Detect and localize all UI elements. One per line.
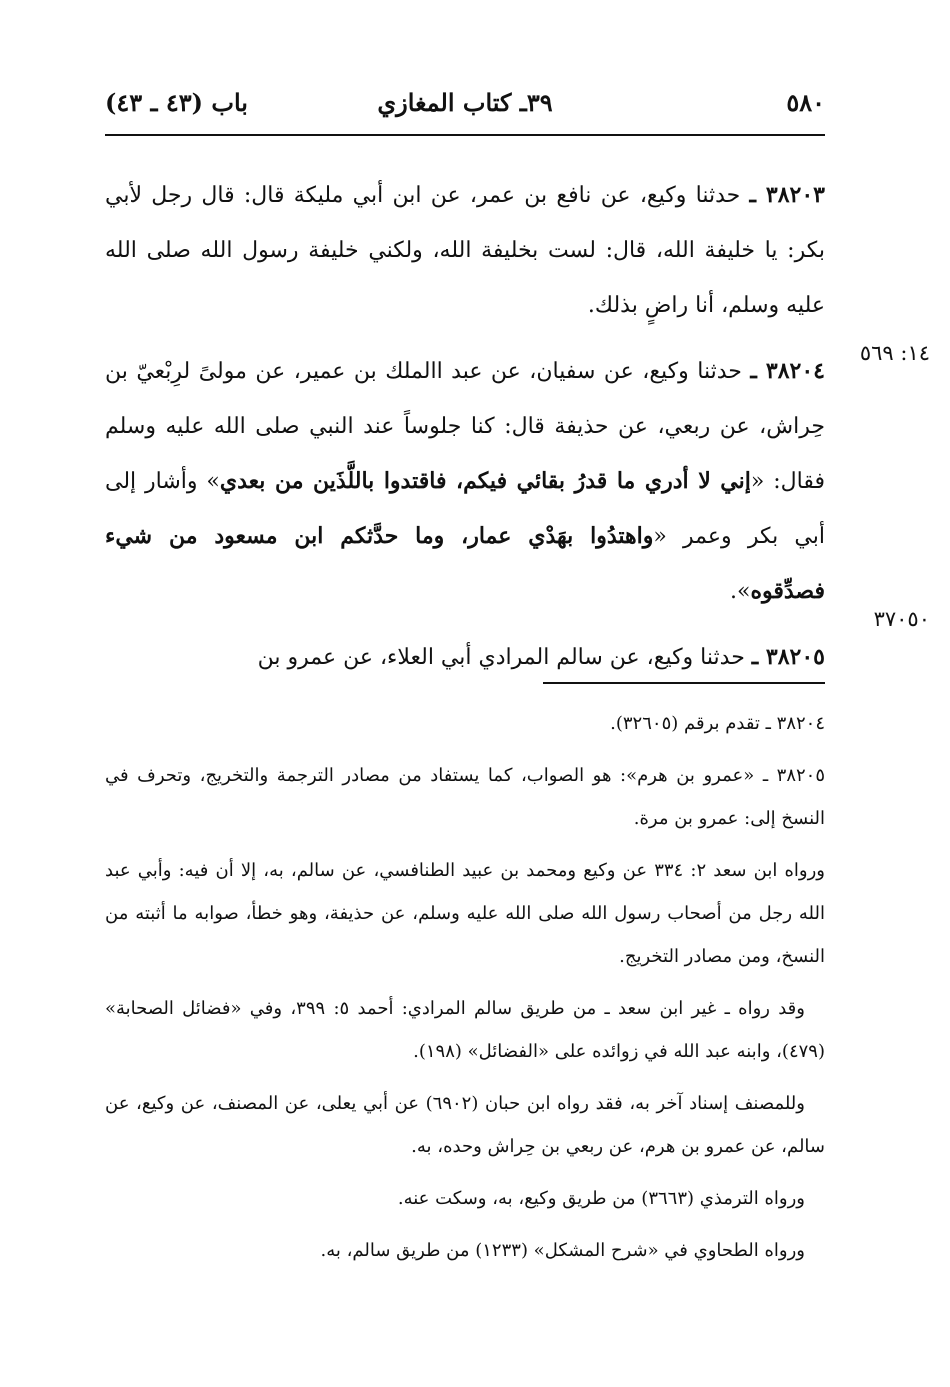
footnote-separator <box>543 682 825 684</box>
prophetic-saying: واهتدُوا بهَدْي عمار، وما حدَّثكم ابن مسعود من شيء فصدِّقوه <box>105 523 825 604</box>
hadith-number: ٣٨٢٠٥ ـ <box>751 644 825 670</box>
footnote: ورواه الطحاوي في «شرح المشكل» (١٢٣٣) من طريق سالم، به. <box>320 1240 805 1261</box>
header-rule <box>105 134 825 136</box>
hadith-text: » وأشار إلى أبي بكر وعمر « <box>105 469 826 549</box>
footnote: ٣٨٢٠٤ ـ تقدم برقم (٣٢٦٠٥). <box>610 713 825 734</box>
hadith-38205 <box>105 630 825 685</box>
margin-reference-38204: ١٤: ٥٦٩ <box>859 341 930 365</box>
footnote: وقد رواه ـ غير ابن سعد ـ من طريق سالم المرادي: أحمد ٥: ٣٩٩، وفي «فضائل الصحابة» (٤٧٩)، وابنه عبد الله في زوائده على «الفضائل» (١٩٨). <box>105 998 825 1062</box>
footnote: ورواه الترمذي (٣٦٦٣) من طريق وكيع، به، وسكت عنه. <box>397 1188 805 1209</box>
chapter-label: باب (٤٣ ـ ٤٣) <box>105 88 248 117</box>
hadith-38204 <box>105 344 825 619</box>
hadith-number: ٣٨٢٠٣ ـ <box>749 182 825 208</box>
book-title: ٣٩ـ كتاب المغازي <box>377 88 553 117</box>
margin-reference-38205: ٣٧٠٥٠ <box>873 607 930 631</box>
page-number: ٥٨٠ <box>786 88 825 117</box>
hadith-text: حدثنا وكيع، عن سالم المرادي أبي العلاء، عن عمرو بن <box>257 645 745 670</box>
hadith-number: ٣٨٢٠٤ ـ <box>750 358 825 384</box>
hadith-text: حدثنا وكيع، عن سفيان، عن عبد االملك بن عمير، عن مولىً لرِبْعيّ بن حِراش، عن ربعي، عن حذيفة قال: كنا جلوساً عند النبي صلى الله عليه وسلم فقال: « <box>105 359 825 494</box>
footnote: وللمصنف إسناد آخر به، فقد رواه ابن حبان (٦٩٠٢) عن أبي يعلى، عن المصنف، عن وكيع، عن سالم، عن عمرو بن هرم، عن ربعي بن حِراش وحده، به. <box>105 1093 825 1157</box>
prophetic-saying: إني لا أدري ما قدرُ بقائي فيكم، فاقتدوا باللَّذَين من بعدي <box>219 468 751 494</box>
footnote: ٣٨٢٠٥ ـ «عمرو بن هرم»: هو الصواب، كما يستفاد من مصادر الترجمة والتخريج، وتحرف في النسخ إلى: عمرو بن مرة. <box>105 765 825 829</box>
hadith-text: ». <box>729 579 751 604</box>
main-text <box>105 168 825 696</box>
hadith-38203 <box>105 168 825 333</box>
page-header <box>105 88 825 128</box>
footnote: ورواه ابن سعد ٢: ٣٣٤ عن وكيع ومحمد بن عبيد الطنافسي، عن سالم، به، إلا أن فيه: وأبي عبد الله رجل من أصحاب رسول الله صلى الله عليه وسلم، عن حذيفة، وهو خطأ، صوابه ما أثبته من النسخ، ومن مصادر التخريج. <box>105 860 825 967</box>
footnotes <box>105 702 825 1281</box>
hadith-text: حدثنا وكيع، عن نافع بن عمر، عن ابن أبي مليكة قال: قال رجل لأبي بكر: يا خليفة الله، قال: لست بخليفة الله، ولكني خليفة رسول الله صلى الله عليه وسلم، أنا راضٍ بذلك. <box>105 183 825 318</box>
